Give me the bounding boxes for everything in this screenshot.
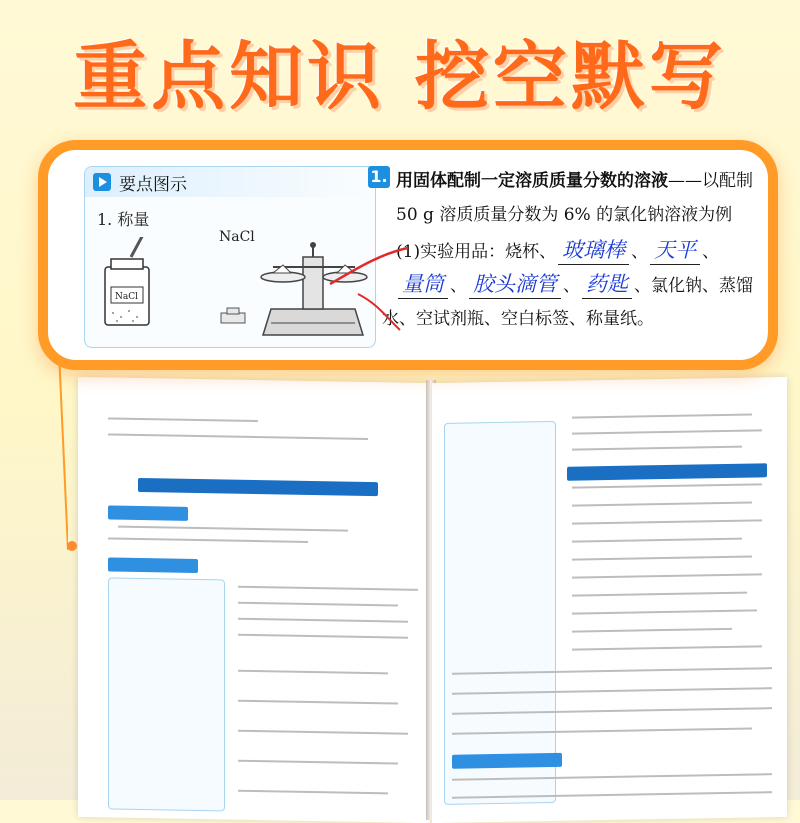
weight-block-icon — [221, 308, 245, 323]
materials-prefix: (1)实验用品：烧杯、 — [396, 242, 557, 262]
example-description: 50 g 溶质质量分数为 6% 的氯化钠溶液为例 — [396, 205, 733, 225]
answer-measuring-cylinder[interactable]: 量筒 — [398, 268, 448, 299]
book-preview — [40, 380, 800, 820]
book-right-page — [432, 377, 787, 823]
connector-dot — [67, 541, 77, 551]
section-title-suffix: ——以配制 — [668, 171, 753, 191]
diagram-panel-title: 要点图示 — [119, 174, 187, 195]
balance-illustration — [93, 237, 368, 347]
red-check-mark — [328, 244, 418, 334]
materials-suffix: 、氯化钠、蒸馏 — [634, 276, 753, 296]
zoom-callout — [38, 140, 778, 370]
step-label-weighing: 1. 称量 — [97, 210, 150, 229]
section-number-badge: 1. — [368, 166, 390, 188]
answer-spoon[interactable]: 药匙 — [582, 268, 632, 299]
answer-dropper[interactable]: 胶头滴管 — [469, 268, 561, 299]
separator: 、 — [702, 242, 720, 262]
answer-balance[interactable]: 天平 — [650, 234, 700, 265]
diagram-panel-header — [85, 167, 375, 197]
reagent-bottle-icon — [105, 237, 149, 325]
materials-line-3: 水、空试剂瓶、空白标签、称量纸。 — [382, 309, 654, 329]
section-title: 用固体配制一定溶质质量分数的溶液 — [396, 171, 668, 191]
separator: 、 — [563, 276, 580, 296]
exercise-panel — [368, 162, 758, 357]
nacl-label: NaCl — [219, 229, 255, 245]
book-left-page — [78, 377, 430, 823]
headline: 重点知识 挖空默写 — [73, 34, 727, 120]
materials-line-1 — [396, 234, 719, 265]
materials-line-2 — [396, 268, 753, 299]
answer-glass-rod[interactable]: 玻璃棒 — [558, 234, 629, 265]
play-icon — [93, 173, 111, 191]
bottle-label: NaCl — [115, 292, 139, 302]
separator: 、 — [631, 242, 649, 262]
section-heading — [396, 166, 753, 191]
separator: 、 — [450, 276, 467, 296]
